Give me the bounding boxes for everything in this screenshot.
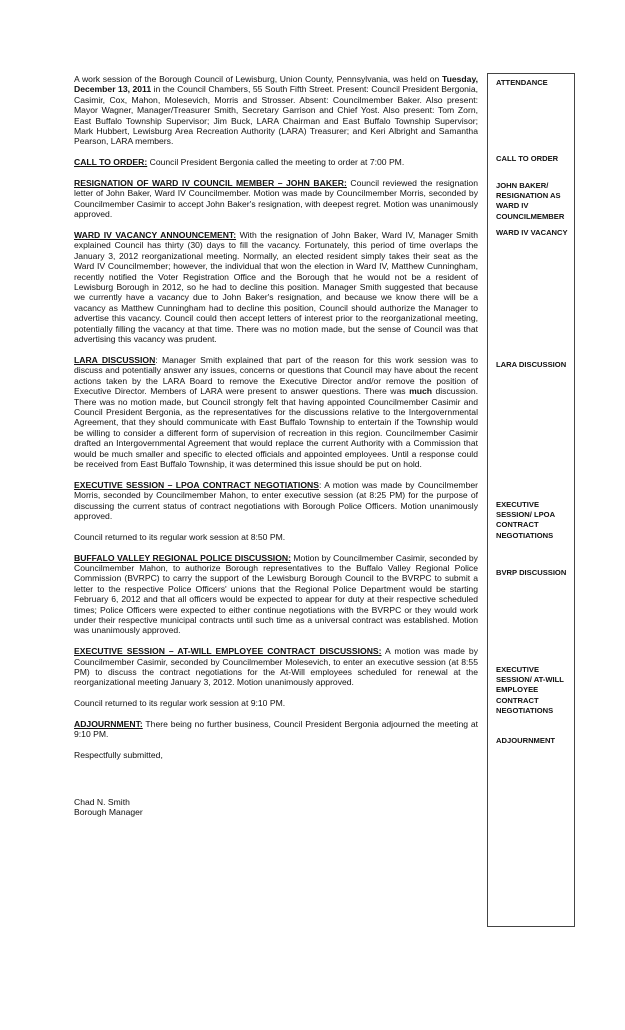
- margin-topics-box: [487, 73, 575, 927]
- margin-label: JOHN BAKER/ RESIGNATION AS WARD IV COUNCILMEMBER: [496, 181, 565, 221]
- signer-title: Borough Manager: [74, 807, 143, 818]
- margin-label: ADJOURNMENT: [496, 736, 556, 745]
- section-heading: LARA DISCUSSION: [74, 354, 156, 365]
- call-to-order-paragraph: CALL TO ORDER: Council President Bergonia called the meeting to order at 7:00 PM.: [74, 157, 405, 168]
- margin-label: EXECUTIVE SESSION/ LPOA CONTRACT NEGOTIATIONS: [496, 500, 555, 540]
- margin-label: ATTENDANCE: [496, 78, 548, 87]
- margin-label: CALL TO ORDER: [496, 154, 559, 163]
- section-heading: EXECUTIVE SESSION – AT-WILL EMPLOYEE CONTRACT DISCUSSIONS:: [74, 646, 382, 657]
- exec-atwill-paragraph: EXECUTIVE SESSION – AT-WILL EMPLOYEE CONTRACT DISCUSSIONS: A motion was made by Councilmember Casimir, seconded by Councilmember Molesevich, to enter an executive session (at 8:55 PM) to discuss the contract negotiations for the At-Will employees scheduled for renewal at the reorganizational meeting January 3, 2012. Motion unanimously approved.: [74, 646, 478, 688]
- attendance-paragraph: A work session of the Borough Council of Lewisburg, Union County, Pennsylvania, was held on Tuesday, December 13, 2011 in the Council Chambers, 55 South Fifth Street. Present: Council President Bergonia, Casimir, Cox, Mahon, Molesevich, Morris and Strosser. Absent: Councilmember Baker. Also present: Mayor Wagner, Manager/Treasurer Smith, Secretary Garrison and Chief Yost. Also present: Tom Zorn, East Buffalo Township Supervisor; Jim Buck, LARA Chairman and East Buffalo Township Supervisor; Mark Hubbert, Lewisburg Area Recreation Authority (LARA) Treasurer; and Keri Albright and Samantha Pearson, LARA members.: [74, 74, 478, 147]
- bvrp-paragraph: BUFFALO VALLEY REGIONAL POLICE DISCUSSION: Motion by Councilmember Casimir, seconded by Councilmember Mahon, to authorize Borough representatives to the Buffalo Valley Regional Police Commission (BVRPC) to carry the support of the Lewisburg Borough Council to the BVRPC to submit a letter to the respective Police Officers' unions that the Regional Police Department would be starting February 6, 2012 and that all officers would be expected to appear for duty at their respective scheduled times; Police Officers were expected to either continue negotiations with the BVRPC or they would work under their respective municipal contracts until such time as a universal contract was established. Motion was unanimously approved.: [74, 552, 478, 636]
- lara-paragraph: LARA DISCUSSION: Manager Smith explained that part of the reason for this work session was to discuss and potentially answer any issues, concerns or questions that Council may have about the recent actions taken by the LARA Board to remove the Executive Director and/or remove the position of Executive Director. Members of LARA were present to answer questions. There was much discussion. There was no motion made, but Council strongly felt that having appointed Councilmember Casimir and Council President Bergonia, as the representatives for the discussions relative to the Intergovernmental Agreement, that they should communicate with East Buffalo Township to entertain if the Township would be willing to consider a different form of supervision of recreation in this region. Councilmember Casimir drafted an Intergovernmental Agreement that would replace the current Authority with a Commission that would be much smaller and specific to elected officials and appointed employees. Until a response could be received from East Buffalo Township, it was determined this issue should be put on hold.: [74, 354, 478, 469]
- section-heading: CALL TO ORDER:: [74, 157, 148, 168]
- exec-lpoa-paragraph: EXECUTIVE SESSION – LPOA CONTRACT NEGOTIATIONS: A motion was made by Councilmember Morris, seconded by Councilmember Mahon, to enter executive session (at 8:25 PM) for the purpose of discussing the current status of contract negotiations with Borough Police Officers. Motion unanimously approved.: [74, 479, 479, 521]
- margin-label: WARD IV VACANCY: [496, 228, 568, 237]
- section-heading: EXECUTIVE SESSION – LPOA CONTRACT NEGOTIATIONS: [74, 479, 319, 490]
- section-heading: WARD IV VACANCY ANNOUNCEMENT:: [74, 230, 237, 241]
- section-heading: RESIGNATION OF WARD IV COUNCIL MEMBER – JOHN BAKER:: [74, 178, 347, 189]
- returned-paragraph: Council returned to its regular work session at 9:10 PM.: [74, 698, 286, 709]
- resignation-paragraph: RESIGNATION OF WARD IV COUNCIL MEMBER – JOHN BAKER: Council reviewed the resignation letter of John Baker, Ward IV Councilmember. Motion was made by Councilmember Morris, seconded by Councilmember Casimir to accept John Baker's resignation, with deepest regret. Motion was unanimously approved.: [74, 178, 478, 220]
- margin-label: LARA DISCUSSION: [496, 360, 567, 369]
- meeting-date: Tuesday, December 13, 2011: [74, 74, 478, 95]
- section-heading: BUFFALO VALLEY REGIONAL POLICE DISCUSSION:: [74, 552, 291, 563]
- minutes-body: [74, 74, 478, 818]
- adjournment-paragraph: ADJOURNMENT: There being no further business, Council President Bergonia adjourned the meeting at 9:10 PM.: [74, 719, 478, 740]
- returned-paragraph: Council returned to its regular work session at 8:50 PM.: [74, 531, 286, 542]
- margin-label: EXECUTIVE SESSION/ AT-WILL EMPLOYEE CONTRACT NEGOTIATIONS: [496, 665, 564, 715]
- signer-name: Chad N. Smith: [74, 797, 130, 808]
- margin-label: BVRP DISCUSSION: [496, 568, 567, 577]
- section-heading: ADJOURNMENT:: [74, 719, 143, 730]
- closing-salutation: Respectfully submitted,: [74, 750, 163, 761]
- vacancy-paragraph: WARD IV VACANCY ANNOUNCEMENT: With the resignation of John Baker, Ward IV, Manager Smith explained Council has thirty (30) days to fill the vacancy. Fortunately, this period of time overlaps the January 3, 2012 reorganizational meeting. Normally, an elected resident simply takes their seat as the Ward IV Councilmember; however, the individual that won the election in Ward IV, Matthew Cunningham, recently notified the Voter Registration Office and the Borough that he would not be a resident of Lewisburg Borough in 2012, so he had to decline this position. Manager Smith suggested that because we currently have a vacancy due to John Baker's resignation, and because we know there will be a vacancy as Matthew Cunningham had to decline this position, Council should authorize the Manager to advertise this vacancy. Council could then accept letters of interest prior to the reorganizational meeting, potentially filling the vacancy at that time. There was no motion made, but the sense of Council was that advertising this vacancy was prudent.: [74, 230, 478, 345]
